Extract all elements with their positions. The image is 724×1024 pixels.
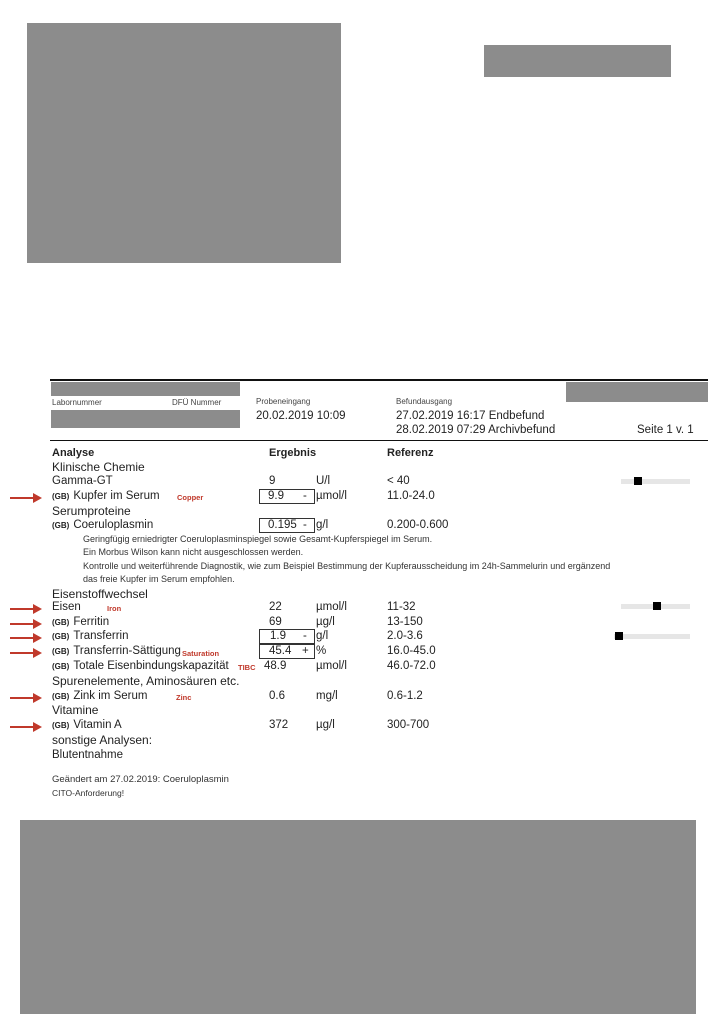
redacted-dfu-number [51,410,240,428]
eisen-annotation: Iron [107,604,122,613]
kupfer-name: Kupfer im Serum [73,490,160,502]
coeruloplasmin-name: Coeruloplasmin [73,519,154,531]
gb-tag: (GB) [52,632,70,641]
coeruloplasmin-unit: g/l [316,519,329,531]
tebk-value: 48.9 [264,660,287,672]
section-klinische-chemie: Klinische Chemie [52,460,145,474]
blutentnahme-name: Blutentnahme [52,749,123,761]
transferrin-arrow [10,637,40,639]
redacted-patient-id [566,382,708,402]
zink-arrow [10,697,40,699]
vitamin-a-value: 372 [269,719,289,731]
zink-value: 0.6 [269,690,285,702]
transferrin-range-bar [614,634,690,639]
probeneingang-value: 20.02.2019 10:09 [256,410,346,422]
ferritin-name: Ferritin [73,616,110,628]
eisen-marker [653,602,661,610]
saettigung-value: 45.4 [269,645,292,657]
transferrin-marker [615,632,623,640]
transferrin-ref: 2.0-3.6 [387,630,423,642]
kupfer-row [52,490,160,502]
section-vitamine: Vitamine [52,703,99,717]
saettigung-row [52,645,181,657]
gamma-gt-range-bar [621,479,690,484]
ferritin-value: 69 [269,616,282,628]
coeruloplasmin-value: 0.195 [268,519,297,531]
befund-archivbefund: 28.02.2019 07:29 Archivbefund [396,424,556,436]
vitamin-a-unit: µg/l [316,719,335,731]
vitamin-a-arrow [10,726,40,728]
zink-unit: mg/l [316,690,338,702]
redacted-footer-block [20,820,696,1014]
gamma-gt-name: Gamma-GT [52,475,113,487]
col-ergebnis: Ergebnis [269,447,317,459]
gb-tag: (GB) [52,521,70,530]
coeruloplasmin-flag: - [303,519,307,531]
section-serumproteine: Serumproteine [52,504,131,518]
vitamin-a-ref: 300-700 [387,719,430,731]
coeruloplasmin-value-box [259,518,315,533]
gamma-gt-ref: < 40 [387,475,410,487]
saettigung-flag: + [302,645,309,657]
redacted-address-block [484,45,671,77]
coeruloplasmin-row [52,519,153,531]
page-number: Seite 1 v. 1 [637,424,694,436]
transferrin-name: Transferrin [73,630,129,642]
gb-tag: (GB) [52,692,70,701]
saettigung-value-box [259,644,315,659]
vitamin-a-row [52,719,122,731]
dfu-label: DFÜ Nummer [172,398,222,407]
saettigung-ref: 16.0-45.0 [387,645,436,657]
befund-endbefund: 27.02.2019 16:17 Endbefund [396,410,545,422]
kupfer-value: 9.9 [268,490,284,502]
labornummer-label: Labornummer [52,398,102,407]
gb-tag: (GB) [52,618,70,627]
eisen-arrow [10,608,40,610]
cito-note: CITO-Anforderung! [52,788,125,798]
header-top-rule [50,379,708,381]
redacted-logo-block [27,23,341,263]
ferritin-arrow [10,623,40,625]
gb-tag: (GB) [52,647,70,656]
probeneingang-label: Probeneingang [256,397,311,406]
gamma-gt-marker [634,477,642,485]
tebk-row [52,660,229,672]
tebk-ref: 46.0-72.0 [387,660,436,672]
kupfer-ref: 11.0-24.0 [387,490,435,502]
gb-tag: (GB) [52,721,70,730]
header-bottom-rule [50,440,708,441]
kupfer-flag: - [303,490,307,502]
kupfer-arrow [10,497,40,499]
zink-row [52,690,147,702]
gamma-gt-value: 9 [269,475,276,487]
zink-name: Zink im Serum [73,690,148,702]
saettigung-name: Transferrin-Sättigung [73,645,181,657]
eisen-value: 22 [269,601,282,613]
saettigung-annotation: Saturation [182,649,220,658]
transferrin-unit: g/l [316,630,329,642]
kupfer-value-box [259,489,315,504]
comment-line-4: das freie Kupfer im Serum empfohlen. [83,574,235,584]
zink-annotation: Zinc [176,693,192,702]
kupfer-unit: µmol/l [316,490,347,502]
section-eisenstoffwechsel: Eisenstoffwechsel [52,587,148,601]
saettigung-arrow [10,652,40,654]
coeruloplasmin-ref: 0.200-0.600 [387,519,449,531]
eisen-range-bar [621,604,690,609]
gamma-gt-unit: U/l [316,475,331,487]
comment-line-2: Ein Morbus Wilson kann nicht ausgeschlossen werden. [83,547,304,557]
gb-tag: (GB) [52,492,70,501]
vitamin-a-name: Vitamin A [73,719,122,731]
ferritin-unit: µg/l [316,616,335,628]
eisen-name: Eisen [52,601,81,613]
comment-line-3: Kontrolle und weiterführende Diagnostik, wie zum Beispiel Bestimmung der Kupferausscheidung im 24h-Sammelurin und ergänzend [83,561,611,571]
tebk-name: Totale Eisenbindungskapazität [73,660,229,672]
ferritin-row [52,616,109,628]
transferrin-row [52,630,129,642]
section-spurenelemente: Spurenelemente, Aminosäuren etc. [52,674,240,688]
tebk-unit: µmol/l [316,660,347,672]
section-sonstige: sonstige Analysen: [52,733,153,747]
col-referenz: Referenz [387,447,434,459]
kupfer-annotation: Copper [177,493,204,502]
saettigung-unit: % [316,645,327,657]
tebk-annotation: TIBC [238,663,256,672]
eisen-ref: 11-32 [387,601,416,613]
redacted-labornummer [51,382,240,396]
zink-ref: 0.6-1.2 [387,690,423,702]
transferrin-flag: - [303,630,307,642]
transferrin-value: 1.9 [270,630,286,642]
changed-note: Geändert am 27.02.2019: Coeruloplasmin [52,774,229,785]
befundausgang-label: Befundausgang [396,397,453,406]
eisen-unit: µmol/l [316,601,347,613]
col-analyse: Analyse [52,447,95,459]
transferrin-value-box [259,629,315,644]
comment-line-1: Geringfügig erniedrigter Coeruloplasminspiegel sowie Gesamt-Kupferspiegel im Serum. [83,534,433,544]
gb-tag: (GB) [52,662,70,671]
ferritin-ref: 13-150 [387,616,423,628]
